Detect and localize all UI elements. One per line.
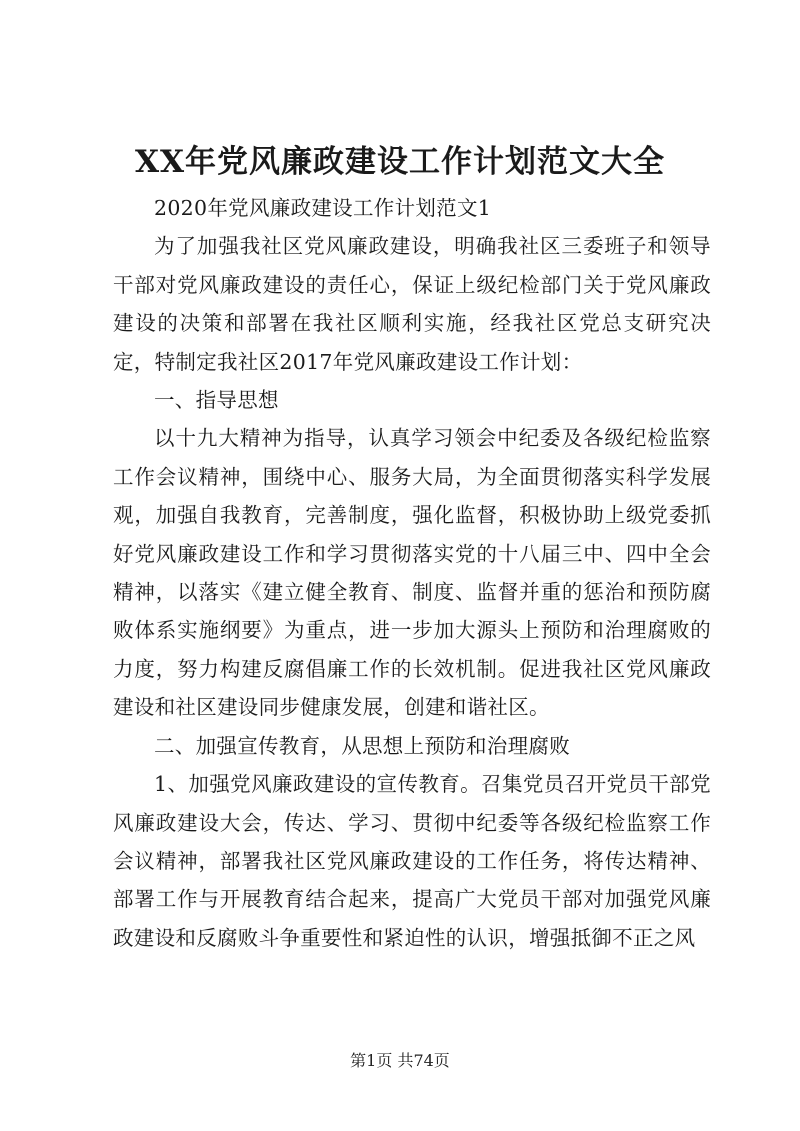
section-heading-publicity-education: 二、加强宣传教育，从思想上预防和治理腐败	[154, 733, 570, 758]
paragraph-publicity-education: 1、加强党风廉政建设的宣传教育。召集党员召开党员干部党风廉政建设大会，传达、学习、贯彻中纪委等各级纪检监察工作会议精神，部署我社区党风廉政建设的工作任务，将传达精神、部署工作与开展教育结合起来，提高广大党员干部对加强党风廉政建设和反腐败斗争重要性和紧迫性的认识，增强抵御不正之风	[113, 772, 711, 950]
document-title: XX年党风廉政建设工作计划范文大全	[134, 144, 666, 180]
paragraph-intro: 为了加强我社区党风廉政建设，明确我社区三委班子和领导干部对党风廉政建设的责任心，保证上级纪检部门关于党风廉政建设的决策和部署在我社区顺利实施，经我社区党总支研究决定，特制定我社区2017年党风廉政建设工作计划：	[113, 234, 711, 374]
paragraph-subtitle: 2020年党风廉政建设工作计划范文1	[154, 196, 492, 220]
paragraph-guiding-thought: 以十九大精神为指导，认真学习领会中纪委及各级纪检监察工作会议精神，围绕中心、服务大局，为全面贯彻落实科学发展观，加强自我教育，完善制度，强化监督，积极协助上级党委抓好党风廉政建设工作和学习贯彻落实党的十八届三中、四中全会精神，以落实《建立健全教育、制度、监督并重的惩治和预防腐败体系实施纲要》为重点，进一步加大源头上预防和治理腐败的力度，努力构建反腐倡廉工作的长效机制。促进我社区党风廉政建设和社区建设同步健康发展，创建和谐社区。	[113, 426, 711, 720]
section-heading-guiding-thought: 一、指导思想	[154, 388, 279, 413]
document-body	[113, 189, 711, 957]
page-footer: 第1页 共74页	[350, 1051, 450, 1070]
